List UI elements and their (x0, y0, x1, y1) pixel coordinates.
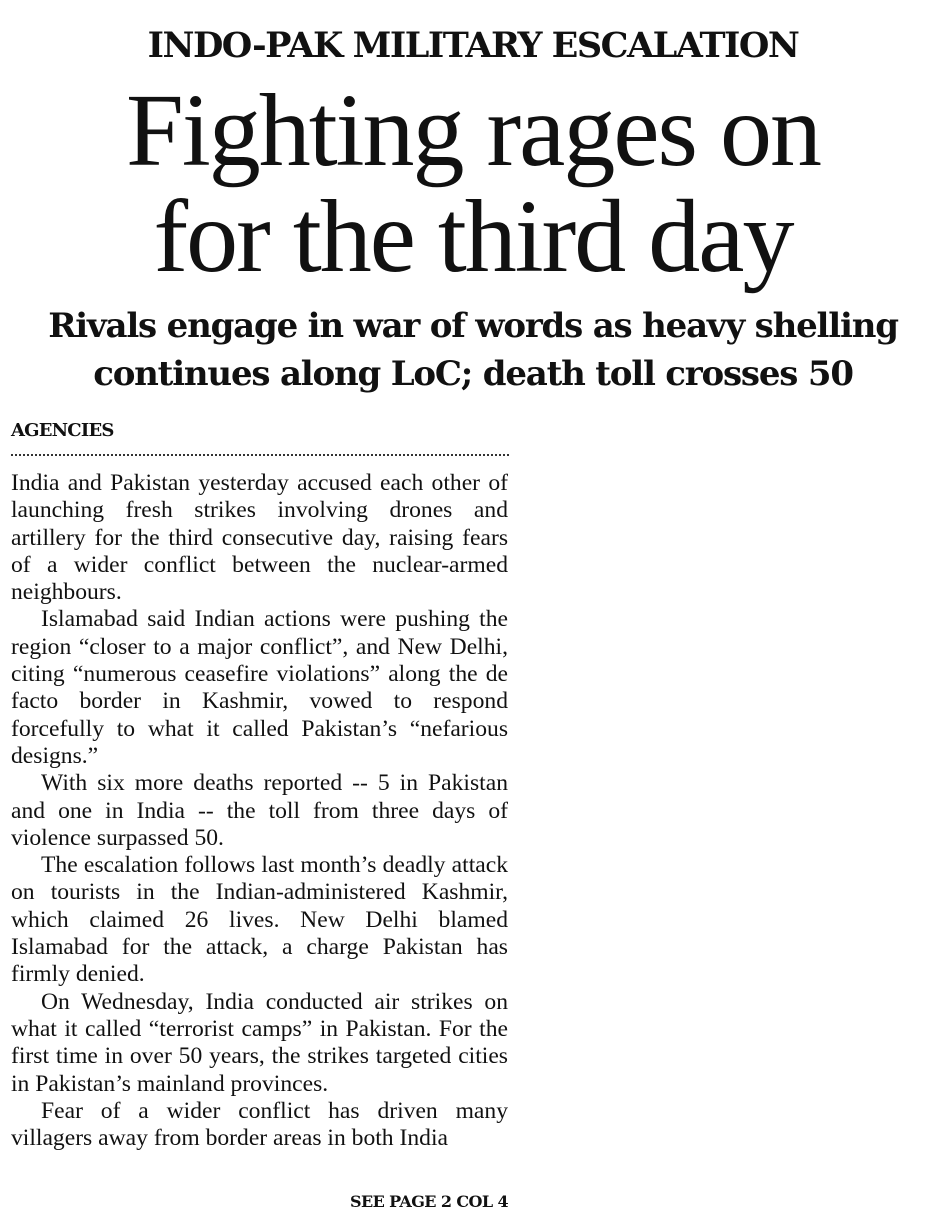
headline (0, 73, 946, 294)
headline-line-1: Fighting rages on (126, 73, 820, 188)
paragraph-2: Islamabad said Indian actions were pushing the region “closer to a major conflict”, and New Delhi, citing “numerous ceasefire violations” along the de facto border in Kashmir, vowed to respond forcefully to what it called Pakistan’s “nefarious designs.” (11, 606, 508, 769)
paragraph-6: Fear of a wider conflict has driven many villagers away from border areas in both India (11, 1097, 508, 1152)
kicker: INDO-PAK MILITARY ESCALATION (147, 25, 799, 66)
subhead-line-1: Rivals engage in war of words as heavy shelling (48, 306, 898, 346)
paragraph-4: The escalation follows last month’s deadly attack on tourists in the Indian-administered Kashmir, which claimed 26 lives. New Delhi blamed Islamabad for the attack, a charge Pakistan has firmly denied. (11, 852, 508, 988)
article-body (11, 470, 508, 1152)
jump-line: SEE PAGE 2 COL 4 (350, 1192, 508, 1211)
byline: AGENCIES (11, 420, 114, 441)
headline-line-2: for the third day (153, 179, 793, 294)
subhead-line-2: continues along LoC; death toll crosses 50 (93, 354, 853, 394)
paragraph-1: India and Pakistan yesterday accused each other of launching fresh strikes involving drones and artillery for the third consecutive day, raising fears of a wider conflict between the nuclear-armed neighbours. (11, 470, 508, 606)
subhead (0, 302, 946, 398)
paragraph-3: With six more deaths reported -- 5 in Pakistan and one in India -- the toll from three days of violence surpassed 50. (11, 770, 508, 851)
paragraph-5: On Wednesday, India conducted air strikes on what it called “terrorist camps” in Pakistan. For the first time in over 50 years, the strikes targeted cities in Pakistan’s mainland provinces. (11, 988, 508, 1097)
dotted-divider (11, 454, 509, 456)
